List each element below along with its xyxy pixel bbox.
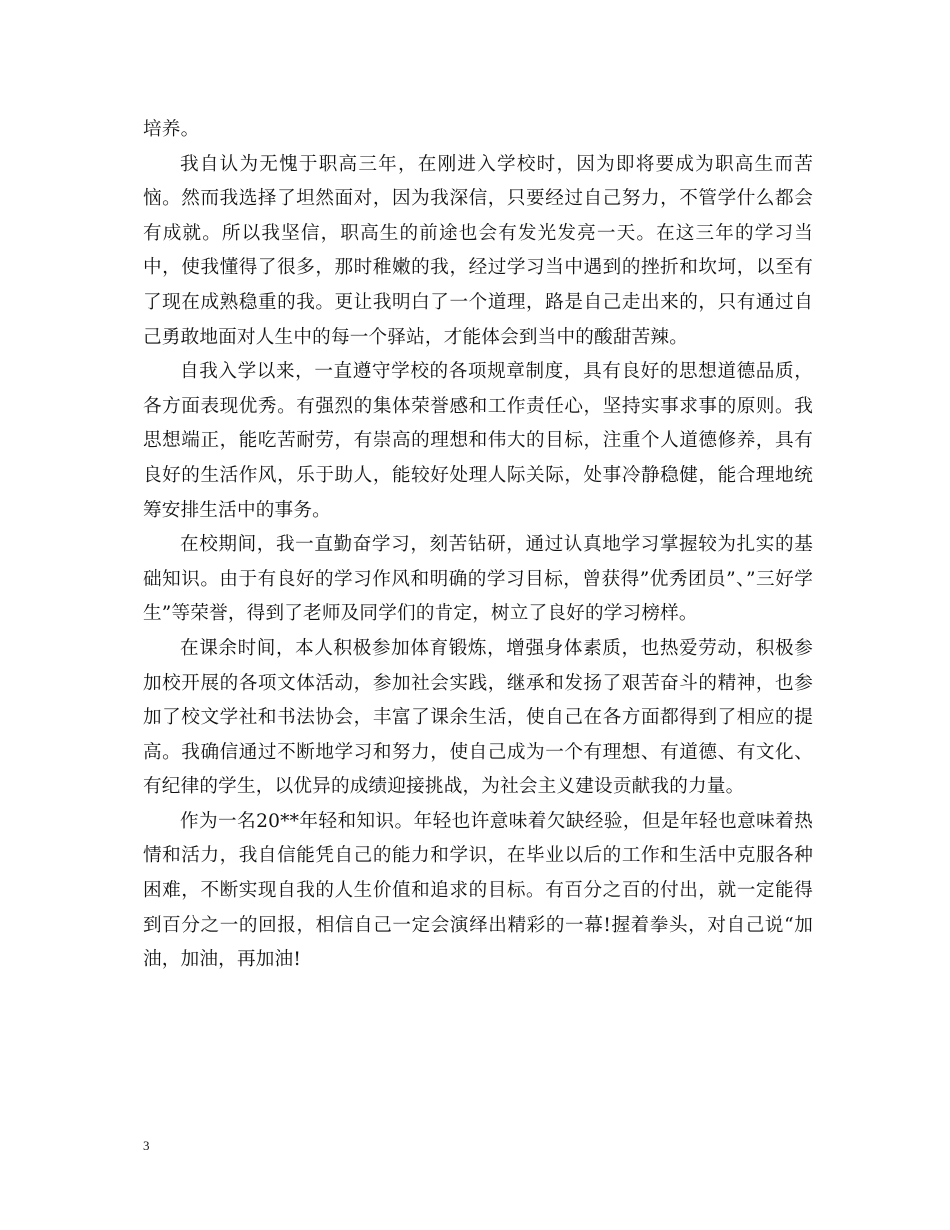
paragraph-3: 自我入学以来，一直遵守学校的各项规章制度，具有良好的思想道德品质，各方面表现优秀。有强烈的集体荣誉感和工作责任心，坚持实事求事的原则。我思想端正，能吃苦耐劳，有崇高的理想和伟大的目标，注重个人道德修养，具有良好的生活作风，乐于助人，能较好处理人际关际，处事冷静稳健，能合理地统筹安排生活中的事务。 [143, 361, 813, 521]
paragraph-2: 我自认为无愧于职高三年，在刚进入学校时，因为即将要成为职高生而苦恼。然而我选择了坦然面对，因为我深信，只要经过自己努力，不管学什么都会有成就。所以我坚信，职高生的前途也会有发光发亮一天。在这三年的学习当中，使我懂得了很多，那时稚嫩的我，经过学习当中遇到的挫折和坎坷，以至有了现在成熟稳重的我。更让我明白了一个道理，路是自己走出来的，只有通过自己勇敢地面对人生中的每一个驿站，才能体会到当中的酸甜苦辣。 [143, 153, 813, 348]
paragraph-1: 培养。 [143, 119, 200, 140]
paragraph-4: 在校期间，我一直勤奋学习，刻苦钻研，通过认真地学习掌握较为扎实的基础知识。由于有良好的学习作风和明确的学习目标，曾获得”优秀团员”、”三好学生”等荣誉，得到了老师及同学们的肯定，树立了良好的学习榜样。 [143, 534, 813, 625]
page-number: 3 [143, 1138, 150, 1153]
document-body [143, 113, 813, 978]
paragraph-6: 作为一名20**年轻和知识。年轻也许意味着欠缺经验，但是年轻也意味着热情和活力，我自信能凭自己的能力和学识，在毕业以后的工作和生活中克服各种困难，不断实现自我的人生价值和追求的目标。有百分之百的付出，就一定能得到百分之一的回报，相信自己一定会演绎出精彩的一幕!握着拳头，对自己说“加油，加油，再加油! [143, 810, 813, 971]
paragraph-5: 在课余时间，本人积极参加体育锻炼，增强身体素质，也热爱劳动，积极参加校开展的各项文体活动，参加社会实践，继承和发扬了艰苦奋斗的精神，也参加了校文学社和书法协会，丰富了课余生活，使自己在各方面都得到了相应的提高。我确信通过不断地学习和努力，使自己成为一个有理想、有道德、有文化、有纪律的学生，以优异的成绩迎接挑战，为社会主义建设贡献我的力量。 [143, 637, 813, 798]
